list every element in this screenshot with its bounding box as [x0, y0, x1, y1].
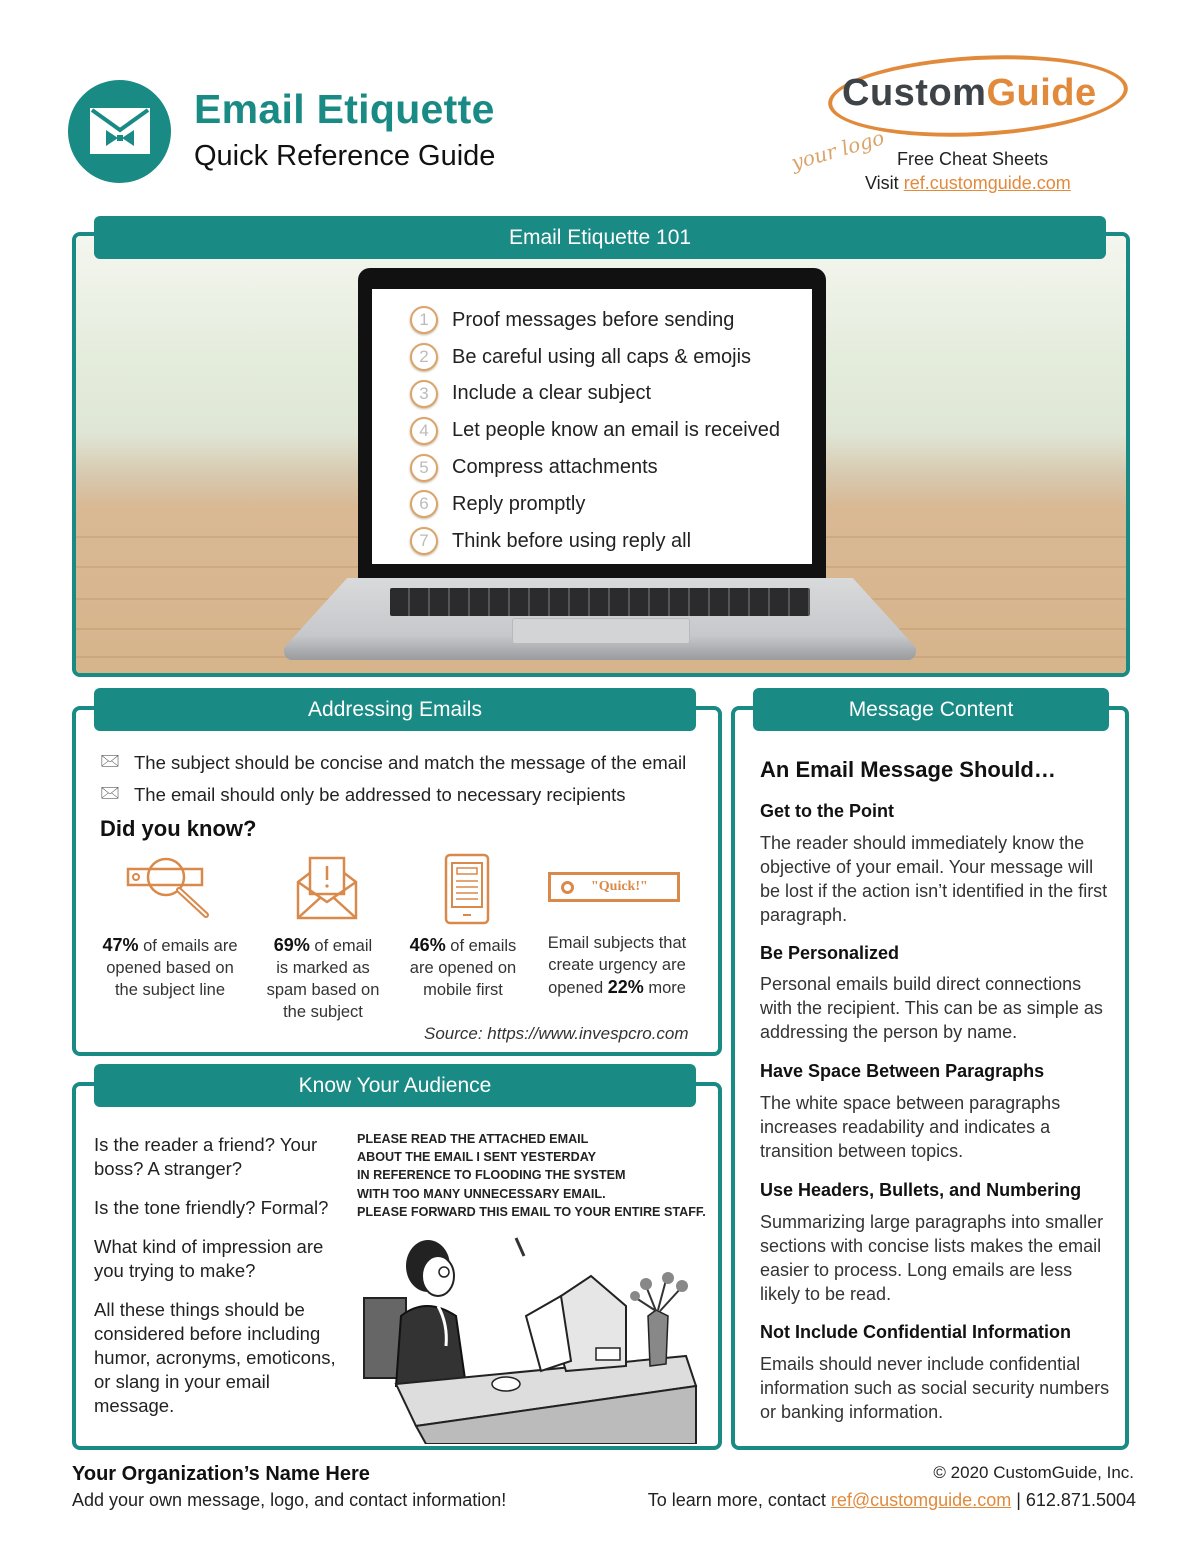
- did-you-know-heading: Did you know?: [100, 816, 257, 841]
- message-paragraph: Personal emails build direct connections with the recipient. This can be as simple as addressing the person by name.: [760, 974, 1103, 1042]
- message-subheading: Not Include Confidential Information: [760, 1322, 1071, 1342]
- tip-item: 1 Proof messages before sending: [410, 302, 780, 339]
- tip-item: 6 Reply promptly: [410, 486, 780, 523]
- number-circle-icon: 2: [410, 343, 438, 371]
- stats-source: Source: https://www.invespcro.com: [424, 1024, 689, 1043]
- email-etiquette-logo: [68, 80, 171, 183]
- number-circle-icon: 6: [410, 490, 438, 518]
- message-paragraph: Emails should never include confidential information such as social security numbers or banking information.: [760, 1354, 1110, 1422]
- number-circle-icon: 4: [410, 417, 438, 445]
- page-subtitle: Quick Reference Guide: [194, 140, 496, 172]
- audience-question: What kind of impression are you trying to make?: [94, 1236, 324, 1281]
- mobile-phone-icon: [444, 853, 490, 925]
- brand-tagline: Free Cheat Sheets: [897, 149, 1049, 169]
- brand-name: CustomGuide: [842, 72, 1097, 114]
- office-worker-cartoon: [356, 1236, 708, 1444]
- radio-circle-icon: [561, 881, 574, 894]
- stat-spam: 69% of email is marked as spam based on the subject: [266, 935, 380, 1021]
- your-logo-note: your logo: [788, 125, 887, 175]
- stat-mobile: 46% of emails are opened on mobile first: [409, 935, 517, 999]
- number-circle-icon: 5: [410, 454, 438, 482]
- stat-subject-line: 47% of emails are opened based on the subject line: [102, 935, 238, 999]
- organization-message: Add your own message, logo, and contact information!: [72, 1490, 507, 1510]
- envelope-icon: 🖂: [100, 783, 120, 802]
- message-subheading: Get to the Point: [760, 801, 894, 821]
- message-subheading: Have Space Between Paragraphs: [760, 1061, 1045, 1081]
- number-circle-icon: 7: [410, 527, 438, 555]
- etiquette-tips-list: [410, 302, 780, 560]
- page-title: Email Etiquette: [194, 86, 495, 132]
- spam-envelope-icon: [296, 856, 358, 920]
- tip-item: 5 Compress attachments: [410, 449, 780, 486]
- envelope-icon: 🖂: [100, 751, 120, 770]
- message-content-header: Message Content: [753, 688, 1109, 731]
- contact-email-link[interactable]: ref@customguide.com: [830, 1490, 1012, 1510]
- contact-phone: 612.871.5004: [1025, 1490, 1136, 1510]
- tip-item: 2 Be careful using all caps & emojis: [410, 339, 780, 376]
- visit-link[interactable]: ref.customguide.com: [903, 173, 1071, 193]
- audience-question: All these things should be considered before including humor, acronyms, emoticons, or slang in your email message.: [94, 1299, 336, 1416]
- tip-item: 4 Let people know an email is received: [410, 412, 780, 449]
- laptop-trackpad: [512, 618, 690, 644]
- addressing-bullet: 🖂 The email should only be addressed to necessary recipients: [100, 780, 626, 809]
- number-circle-icon: 1: [410, 306, 438, 334]
- audience-question: Is the reader a friend? Your boss? A stranger?: [94, 1134, 318, 1179]
- stat-urgency: Email subjects that create urgency are opened 22% more: [547, 934, 687, 997]
- tip-item: 3 Include a clear subject: [410, 376, 780, 413]
- envelope-bowtie-icon: [90, 108, 150, 156]
- message-subheading: Be Personalized: [760, 943, 900, 963]
- number-circle-icon: 3: [410, 380, 438, 408]
- message-paragraph: The white space between paragraphs increases readability and indicates a transition between topics.: [760, 1093, 1061, 1161]
- search-subject-icon: [126, 855, 214, 921]
- visit-line: Visit ref.customguide.com: [865, 173, 1071, 193]
- know-your-audience-header: Know Your Audience: [94, 1064, 696, 1107]
- cartoon-caption: PLEASE READ THE ATTACHED EMAIL ABOUT THE EMAIL I SENT YESTERDAY IN REFERENCE TO FLOODING THE SYSTEM WITH TOO MANY UNNECESSARY EMAIL. PLEASE FORWARD THIS EMAIL TO YOUR ENTIRE STAFF.: [357, 1132, 706, 1219]
- message-subheading: Use Headers, Bullets, and Numbering: [760, 1180, 1082, 1200]
- urgent-subject-icon: "Quick!": [548, 872, 680, 902]
- message-title: An Email Message Should…: [760, 757, 1056, 782]
- message-paragraph: Summarizing large paragraphs into smaller sections with concise lists makes the email easier to process. Long emails are less likely to be read.: [760, 1212, 1104, 1304]
- copyright: © 2020 CustomGuide, Inc.: [933, 1463, 1134, 1482]
- brand-logo: [820, 48, 1140, 138]
- addressing-emails-header: Addressing Emails: [94, 688, 696, 731]
- etiquette-101-header: Email Etiquette 101: [94, 216, 1106, 259]
- audience-question: Is the tone friendly? Formal?: [94, 1197, 329, 1218]
- laptop-keyboard: [390, 588, 810, 616]
- organization-name: Your Organization’s Name Here: [72, 1463, 370, 1485]
- contact-line: To learn more, contact ref@customguide.com | 612.871.5004: [647, 1490, 1136, 1510]
- message-paragraph: The reader should immediately know the objective of your email. Your message will be lost if the action isn’t identified in the first paragraph.: [760, 833, 1108, 925]
- addressing-bullet: 🖂 The subject should be concise and match the message of the email: [100, 748, 686, 777]
- tip-item: 7 Think before using reply all: [410, 523, 780, 560]
